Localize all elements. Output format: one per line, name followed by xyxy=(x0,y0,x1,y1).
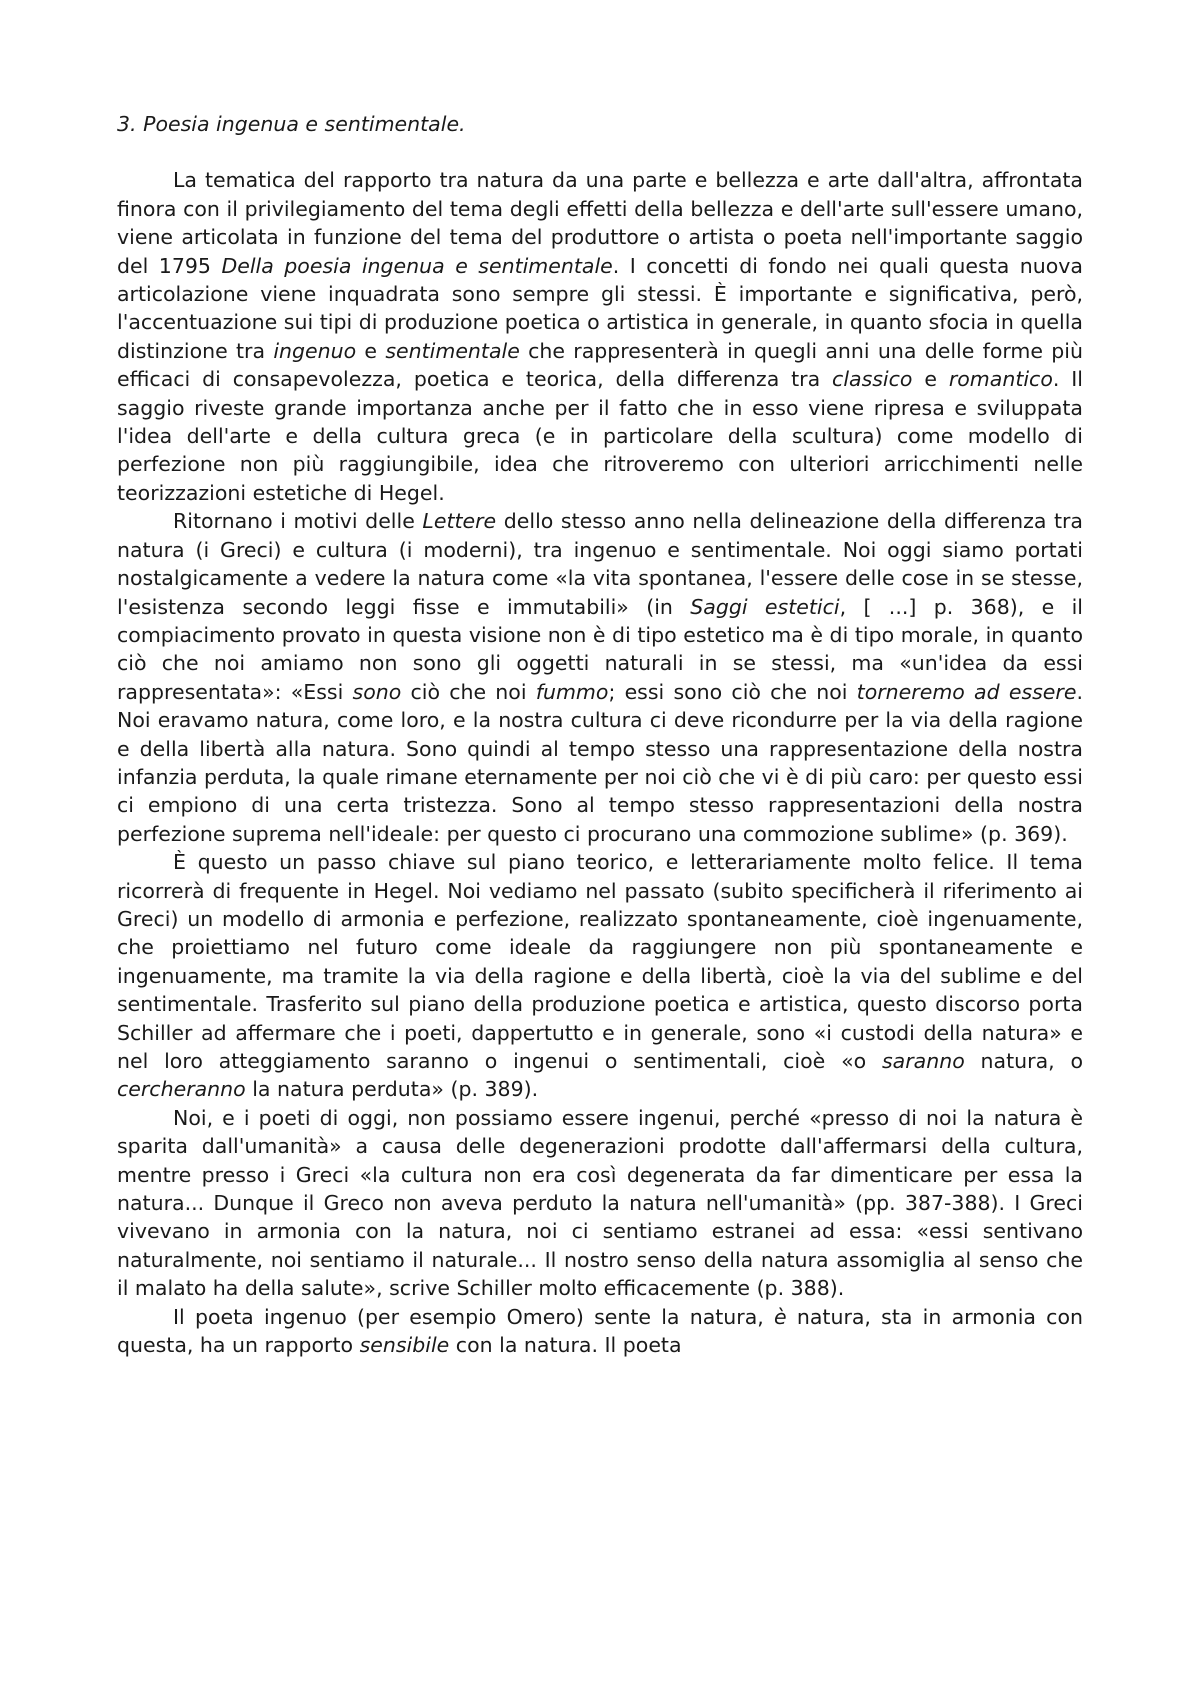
text-run: natura, sta in armonia con questa, ha un rapporto xyxy=(117,1304,1083,1358)
paragraph-4 xyxy=(117,1104,1083,1303)
term-italic: è xyxy=(774,1304,787,1329)
text-run: Il poeta ingenuo (per esempio Omero) sente la natura, xyxy=(173,1304,775,1329)
paragraph-2 xyxy=(117,507,1083,848)
term-italic: saranno xyxy=(881,1049,965,1073)
title-italic: Lettere xyxy=(422,509,497,534)
document-page xyxy=(117,110,1083,1359)
text-run: . I concetti di fondo nei quali questa nuova articolazione viene inquadrata sono sempre gli stessi. È importante e significativa, però, l'accentuazione sui tipi di produzione poetica o artistica in generale, in quanto sfocia in quella distinzione tra xyxy=(117,253,1083,363)
text-run: Ritornano i motivi delle xyxy=(173,509,423,534)
paragraph-5 xyxy=(117,1303,1083,1360)
text-run: dello stesso anno nella delineazione della differenza tra natura (i Greci) e cultura (i moderni), tra ingenuo e sentimentale. Noi oggi siamo portati nostalgicamente a vedere la natura come «la vita spontanea, l'essere delle cose in se stesse, l'esistenza secondo leggi fisse e immutabili» (in xyxy=(117,509,1083,619)
text-run: La tematica del rapporto tra natura da una parte e bellezza e arte dall'altra, affrontata finora con il privilegiamento del tema degli effetti della bellezza e dell'arte sull'essere umano, viene articolata in funzione del tema del produttore o artista o poeta nell'importante saggio del 1795 xyxy=(117,168,1083,278)
text-run: . Noi eravamo natura, come loro, e la nostra cultura ci deve ricondurre per la via della ragione e della libertà alla natura. Sono quindi al tempo stesso una rappresentazione della nostra infanzia perduta, la quale rimane eternamente per noi ciò che vi è di più caro: per questo essi ci empiono di una certa tristezza. Sono al tempo stesso rappresentazioni della nostra perfezione suprema nell'ideale: per questo ci procurano una commozione sublime» (p. 369). xyxy=(117,679,1083,846)
title-italic: Della poesia ingenua e sentimentale xyxy=(221,253,613,278)
text-run: la natura perduta» (p. 389). xyxy=(245,1077,539,1102)
text-run: ciò che noi xyxy=(401,679,536,704)
term-italic: cercheranno xyxy=(117,1077,246,1102)
text-run: e xyxy=(356,338,386,363)
text-run: e xyxy=(912,367,949,392)
text-run: È questo un passo chiave sul piano teorico, e letterariamente molto felice. Il tema ricorrerà di frequente in Hegel. Noi vediamo nel passato (subito specificherà il riferimento ai Greci) un modello di armonia e perfezione, realizzato spontaneamente, cioè ingenuamente, che proiettiamo nel futuro come ideale da raggiungere non più spontaneamente e ingenuamente, ma tramite la via della ragione e della libertà, cioè la via del sublime e del sentimentale. Trasferito sul piano della produzione poetica e artistica, questo discorso porta Schiller ad affermare che i poeti, dappertutto e in generale, sono «i custodi della natura» e nel loro atteggiamento saranno o ingenui o sentimentali, cioè «o xyxy=(117,850,1083,1073)
term-italic: ingenuo xyxy=(273,338,357,363)
text-run: ; essi sono ciò che noi xyxy=(608,679,857,704)
term-italic: classico xyxy=(832,367,913,392)
paragraph-1 xyxy=(117,166,1083,507)
term-italic: fummo xyxy=(535,679,609,704)
text-run: Noi, e i poeti di oggi, non possiamo essere ingenui, perché «presso di noi la natura è sparita dall'umanità» a causa delle degenerazioni prodotte dall'affermarsi della cultura, mentre presso i Greci «la cultura non era così degenerata da far dimenticare per essa la natura... Dunque il Greco non aveva perduto la natura nell'umanità» (pp. 387-388). I Greci vivevano in armonia con la natura, noi ci sentiamo estranei ad essa: «essi sentivano naturalmente, noi sentiamo il naturale... Il nostro senso della natura assomiglia al senso che il malato ha della salute», scrive Schiller molto efficacemente (p. 388). xyxy=(117,1105,1083,1301)
text-run: , [ ...] p. 368), e il compiacimento provato in questa visione non è di tipo estetico ma è di tipo morale, in quanto ciò che noi amiamo non sono gli oggetti naturali in se stessi, ma «un'idea da essi rappresentata»: «Essi xyxy=(117,594,1083,704)
text-run: con la natura. Il poeta xyxy=(449,1333,682,1358)
text-run: . Il saggio riveste grande importanza anche per il fatto che in esso viene ripresa e sviluppata l'idea dell'arte e della cultura greca (e in particolare della scultura) come modello di perfezione non più raggiungibile, idea che ritroveremo con ulteriori arricchimenti nelle teorizzazioni estetiche di Hegel. xyxy=(117,367,1084,505)
term-italic: torneremo ad essere xyxy=(856,679,1077,704)
section-heading: 3. Poesia ingenua e sentimentale. xyxy=(117,112,466,136)
text-run: natura, o xyxy=(964,1049,1084,1073)
term-italic: sono xyxy=(352,679,402,704)
term-italic: sensibile xyxy=(359,1333,450,1358)
term-italic: romantico xyxy=(948,367,1053,392)
text-run: che rappresenterà in quegli anni una delle forme più efficaci di consapevolezza, poetica e teorica, della differenza tra xyxy=(117,338,1083,392)
paragraph-3 xyxy=(117,848,1083,1104)
term-italic: sentimentale xyxy=(385,338,520,363)
title-italic: Saggi estetici xyxy=(690,594,840,619)
